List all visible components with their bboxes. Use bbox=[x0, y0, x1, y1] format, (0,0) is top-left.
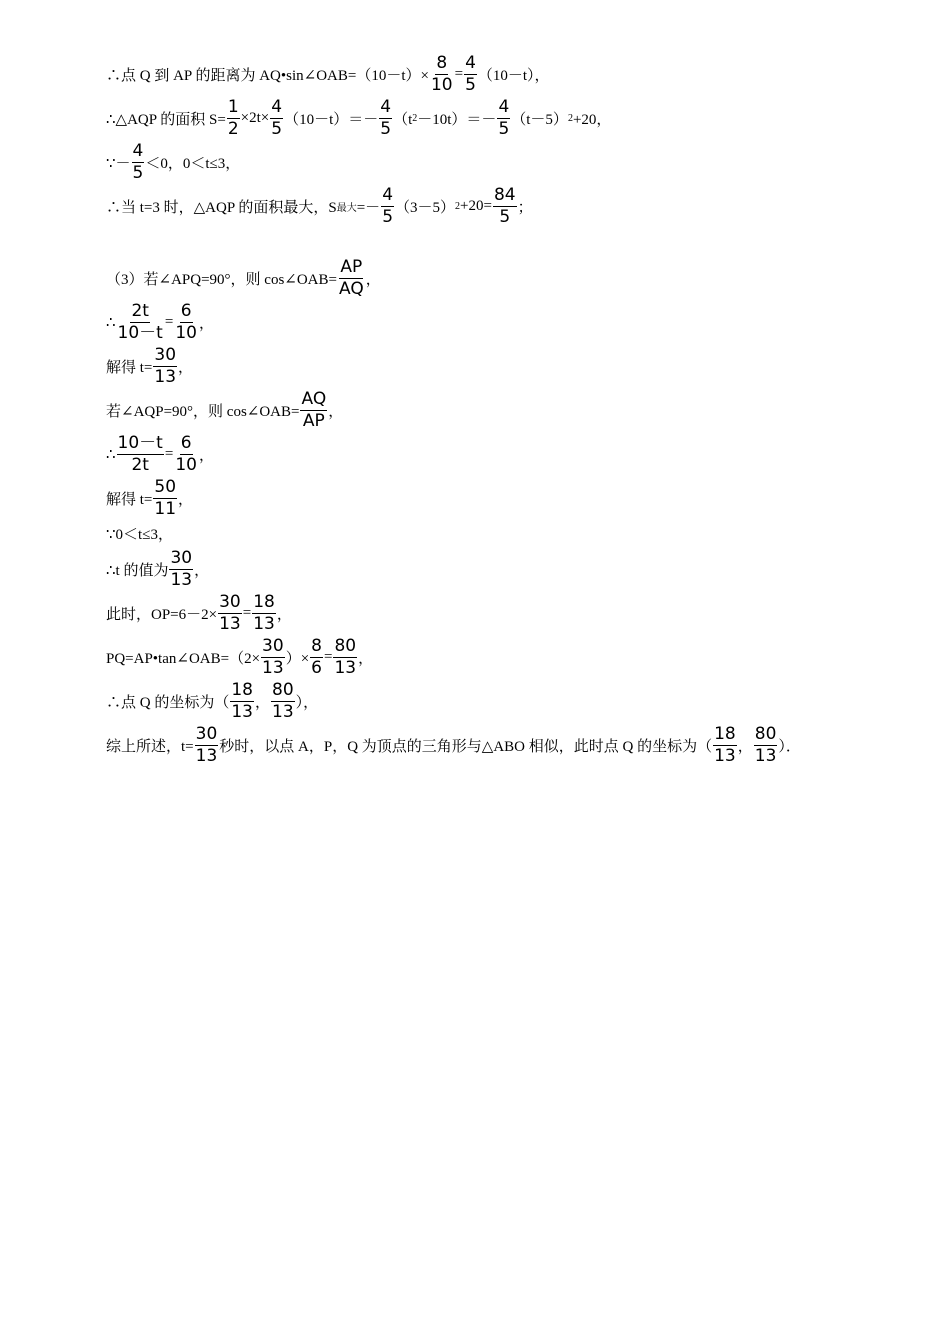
fraction bbox=[230, 680, 254, 723]
fraction bbox=[379, 97, 392, 140]
text-run: ∴t 的值为 bbox=[106, 562, 169, 579]
text-run: = bbox=[242, 604, 252, 621]
fraction bbox=[271, 680, 295, 723]
solution-line bbox=[106, 723, 906, 767]
fraction bbox=[153, 477, 177, 520]
text-run: （3－5） bbox=[395, 199, 456, 216]
text-run: = bbox=[454, 65, 464, 82]
fraction-numerator: 50 bbox=[154, 476, 177, 497]
text-run: = bbox=[323, 648, 333, 665]
fraction-denominator: 5 bbox=[380, 118, 392, 139]
fraction-denominator: 13 bbox=[714, 745, 736, 766]
fraction-denominator: 10 bbox=[175, 454, 197, 475]
text-run: ， bbox=[178, 491, 194, 508]
fraction-denominator: 5 bbox=[498, 118, 510, 139]
solution-line bbox=[106, 591, 906, 635]
text-run: PQ=AP•tan∠OAB=（2× bbox=[106, 650, 261, 667]
text-run: ∴点 Q 到 AP 的距离为 AQ•sin∠OAB=（10－t）× bbox=[106, 67, 429, 84]
fraction-denominator: 13 bbox=[154, 366, 177, 387]
fraction-numerator: 10－t bbox=[117, 432, 163, 453]
text-run: ∴点 Q 的坐标为（ bbox=[106, 694, 230, 711]
solution-line bbox=[106, 635, 906, 679]
fraction-denominator: 6 bbox=[311, 657, 322, 678]
fraction-numerator: 4 bbox=[465, 52, 476, 73]
fraction-denominator: 5 bbox=[499, 206, 511, 227]
text-run: （t－5） bbox=[511, 111, 568, 128]
fraction-denominator: 5 bbox=[132, 162, 144, 183]
fraction-denominator: 2t bbox=[131, 454, 149, 475]
text-run: －10t）＝－ bbox=[417, 111, 497, 128]
fraction bbox=[300, 389, 327, 432]
fraction-numerator: 4 bbox=[498, 96, 510, 117]
fraction bbox=[252, 592, 276, 635]
subscript: 最大 bbox=[336, 202, 357, 214]
text-run: ）， bbox=[295, 694, 319, 711]
fraction-denominator: 10－t bbox=[117, 322, 163, 343]
solution-line bbox=[106, 52, 906, 96]
fraction-numerator: 4 bbox=[271, 96, 283, 117]
text-run: （t bbox=[393, 111, 413, 128]
superscript: 2 bbox=[455, 200, 461, 212]
fraction bbox=[493, 185, 517, 228]
fraction-numerator: 30 bbox=[170, 547, 193, 568]
text-run: （10－t）＝－ bbox=[284, 111, 379, 128]
fraction bbox=[381, 185, 394, 228]
fraction-denominator: 13 bbox=[754, 745, 777, 766]
solution-line bbox=[106, 679, 906, 723]
fraction-numerator: 8 bbox=[436, 52, 448, 73]
solution-document bbox=[106, 52, 906, 767]
text-run: ， bbox=[737, 738, 753, 755]
fraction-numerator: 80 bbox=[754, 723, 777, 744]
text-run: =－ bbox=[356, 199, 381, 216]
text-run: = bbox=[164, 445, 174, 462]
text-run: ＜0，0＜t≤3， bbox=[145, 155, 241, 172]
text-run: ； bbox=[517, 199, 533, 216]
text-run: 综上所述，t= bbox=[106, 738, 194, 755]
superscript: 2 bbox=[567, 112, 573, 124]
fraction-denominator: 11 bbox=[154, 498, 177, 519]
text-run: ）× bbox=[285, 650, 310, 667]
fraction-numerator: 4 bbox=[380, 96, 392, 117]
fraction-denominator: AP bbox=[302, 410, 325, 431]
fraction-denominator: 10 bbox=[175, 322, 197, 343]
solution-line bbox=[106, 520, 906, 547]
text-run: ， bbox=[178, 359, 194, 376]
fraction bbox=[310, 636, 323, 679]
text-run: ∴ bbox=[106, 314, 116, 331]
fraction bbox=[713, 724, 737, 767]
text-run: ， bbox=[328, 403, 344, 420]
fraction-numerator: AQ bbox=[301, 388, 327, 409]
fraction-denominator: 10 bbox=[430, 74, 453, 95]
text-run: 若∠AQP=90°，则 cos∠OAB= bbox=[106, 403, 300, 420]
text-run: ∴△AQP 的面积 S= bbox=[106, 111, 226, 128]
solution-line bbox=[106, 547, 906, 591]
fraction-numerator: 80 bbox=[334, 635, 357, 656]
fraction-numerator: 6 bbox=[180, 300, 192, 321]
text-run: （3）若∠APQ=90°，则 cos∠OAB= bbox=[106, 271, 337, 288]
fraction-numerator: AP bbox=[340, 256, 363, 277]
text-run: 秒时，以点 A，P，Q 为顶点的三角形与△ABO 相似，此时点 Q 的坐标为（ bbox=[219, 738, 713, 755]
solution-line bbox=[106, 96, 906, 140]
fraction bbox=[218, 592, 242, 635]
fraction-numerator: 18 bbox=[253, 591, 275, 612]
text-run: = bbox=[164, 313, 174, 330]
fraction bbox=[227, 97, 240, 140]
fraction bbox=[261, 636, 285, 679]
fraction bbox=[174, 301, 198, 344]
fraction-numerator: 1 bbox=[227, 96, 239, 117]
fraction-denominator: 5 bbox=[465, 74, 476, 95]
fraction-denominator: 5 bbox=[271, 118, 283, 139]
solution-line bbox=[106, 432, 906, 476]
fraction bbox=[117, 301, 164, 344]
fraction-denominator: 13 bbox=[195, 745, 218, 766]
fraction bbox=[270, 97, 283, 140]
fraction-numerator: 8 bbox=[311, 635, 322, 656]
text-run: ）． bbox=[778, 738, 801, 755]
solution-line bbox=[106, 344, 906, 388]
fraction-numerator: 6 bbox=[180, 432, 192, 453]
text-run: 解得 t= bbox=[106, 359, 153, 376]
fraction-numerator: 4 bbox=[132, 140, 144, 161]
fraction bbox=[117, 433, 164, 476]
fraction-numerator: 30 bbox=[219, 591, 241, 612]
fraction-denominator: 13 bbox=[170, 569, 193, 590]
superscript: 2 bbox=[412, 112, 418, 124]
solution-line bbox=[106, 256, 906, 300]
text-run: ， bbox=[365, 271, 381, 288]
fraction-denominator: 13 bbox=[272, 701, 294, 722]
solution-line bbox=[106, 300, 906, 344]
solution-line bbox=[106, 388, 906, 432]
text-run: ， bbox=[358, 650, 374, 667]
fraction bbox=[195, 724, 219, 767]
fraction bbox=[153, 345, 177, 388]
fraction-numerator: 30 bbox=[195, 723, 218, 744]
text-run: 解得 t= bbox=[106, 491, 153, 508]
fraction-denominator: 13 bbox=[231, 701, 253, 722]
fraction bbox=[169, 548, 193, 591]
text-run: ∵－ bbox=[106, 155, 131, 172]
fraction-denominator: 13 bbox=[334, 657, 357, 678]
fraction-numerator: 2t bbox=[131, 300, 149, 321]
text-run: +20= bbox=[460, 197, 492, 214]
text-run: ×2t× bbox=[240, 109, 270, 126]
fraction-denominator: 5 bbox=[382, 206, 394, 227]
fraction bbox=[497, 97, 510, 140]
fraction-numerator: 30 bbox=[262, 635, 284, 656]
fraction bbox=[754, 724, 778, 767]
solution-line bbox=[106, 140, 906, 184]
fraction-denominator: 13 bbox=[262, 657, 284, 678]
fraction-numerator: 84 bbox=[493, 184, 516, 205]
fraction-numerator: 18 bbox=[714, 723, 736, 744]
text-run: ， bbox=[254, 694, 270, 711]
text-run: ， bbox=[198, 447, 214, 464]
text-run: ∴ bbox=[106, 446, 116, 463]
fraction bbox=[333, 636, 357, 679]
fraction bbox=[132, 141, 145, 184]
fraction-denominator: 13 bbox=[253, 613, 275, 634]
fraction bbox=[430, 53, 454, 96]
text-run: ， bbox=[276, 606, 292, 623]
text-run: ， bbox=[198, 315, 214, 332]
text-run: +20， bbox=[572, 111, 612, 128]
text-run: ， bbox=[194, 562, 210, 579]
fraction-denominator: AQ bbox=[338, 278, 364, 299]
fraction-numerator: 30 bbox=[154, 344, 177, 365]
text-run: 此时，OP=6－2× bbox=[106, 606, 218, 623]
fraction bbox=[174, 433, 198, 476]
fraction-denominator: 13 bbox=[219, 613, 241, 634]
text-run: ∴当 t=3 时，△AQP 的面积最大，S bbox=[106, 199, 337, 216]
solution-line bbox=[106, 476, 906, 520]
text-run: ∵0＜t≤3， bbox=[106, 527, 173, 543]
fraction-numerator: 4 bbox=[382, 184, 394, 205]
fraction-numerator: 80 bbox=[272, 679, 294, 700]
fraction bbox=[464, 53, 477, 96]
solution-line bbox=[106, 184, 906, 228]
text-run: （10－t）， bbox=[477, 67, 550, 84]
fraction bbox=[338, 257, 365, 300]
fraction-numerator: 18 bbox=[231, 679, 253, 700]
fraction-denominator: 2 bbox=[227, 118, 239, 139]
